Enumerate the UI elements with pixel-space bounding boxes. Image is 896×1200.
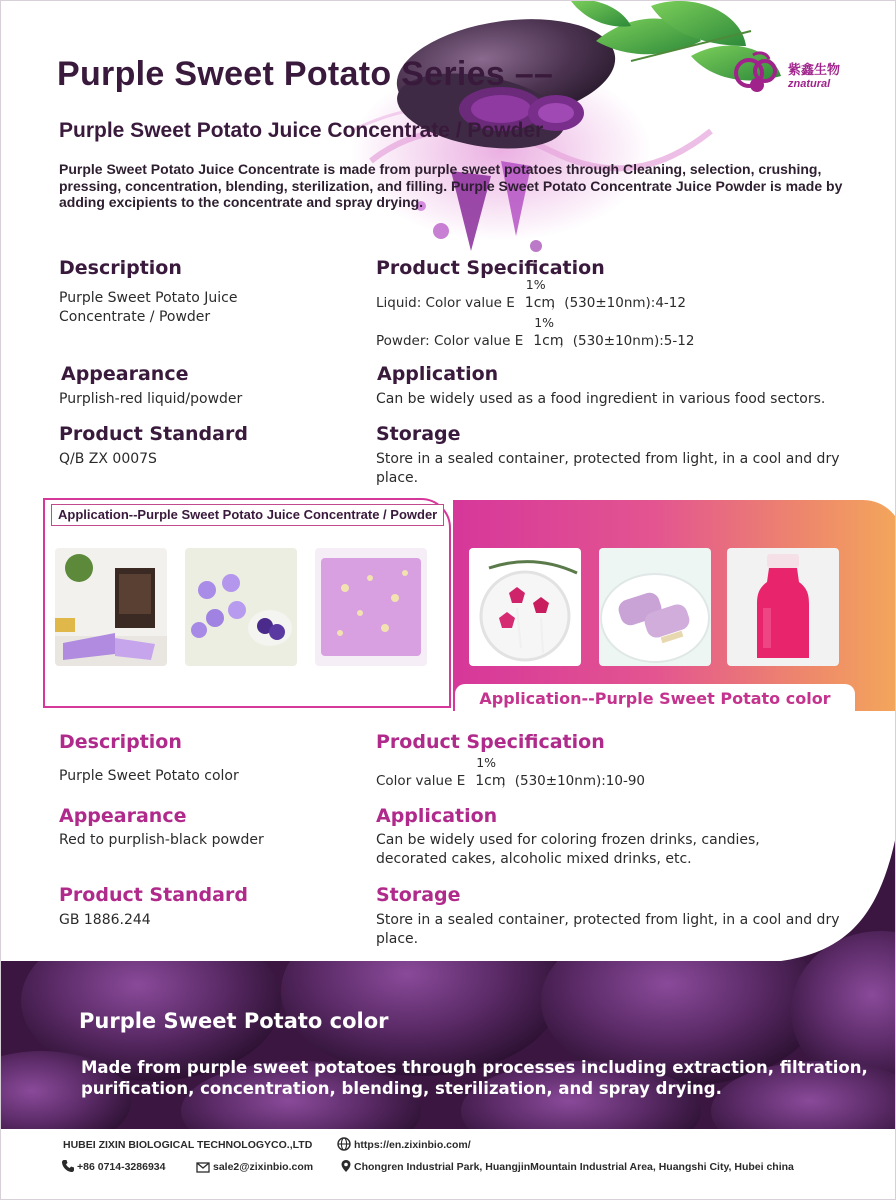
s2-spec-color <box>376 755 646 789</box>
footer-company: HUBEI ZIXIN BIOLOGICAL TECHNOLOGYCO.,LTD <box>63 1139 313 1151</box>
s1-spec-liquid <box>376 277 686 311</box>
s1-appearance-heading: Appearance <box>61 363 189 385</box>
s2-description-heading: Description <box>59 731 182 753</box>
s1-storage-heading: Storage <box>376 423 461 445</box>
s1-spec-powder <box>376 315 695 349</box>
s1-spec-heading: Product Specification <box>376 257 605 279</box>
photo-purple-cake <box>55 548 167 666</box>
s1-spec-liquid-prefix: Liquid: Color value E <box>376 295 515 311</box>
s2-spec-sup: 1% <box>476 755 497 770</box>
color-section-title: Purple Sweet Potato color <box>79 1009 389 1033</box>
application-juice-title: Application--Purple Sweet Potato Juice Concentrate / Powder <box>51 504 444 526</box>
s1-spec-powder-sub: 1cm <box>533 333 564 349</box>
phone-icon <box>61 1159 75 1173</box>
s1-appearance-text: Purplish-red liquid/powder <box>59 391 243 407</box>
s2-storage-text: Store in a sealed container, protected from light, in a cool and dry place. <box>376 912 840 947</box>
application-color-title: Application--Purple Sweet Potato color <box>455 684 855 714</box>
s1-spec-powder-prefix: Powder: Color value E <box>376 333 524 349</box>
s1-description-heading: Description <box>59 257 182 279</box>
photo-lollipops <box>469 548 581 666</box>
s2-standard-text: GB 1886.244 <box>59 912 151 928</box>
s2-spec-heading: Product Specification <box>376 731 605 753</box>
mail-icon <box>196 1160 210 1174</box>
color-section-description: Made from purple sweet potatoes through processes including extraction, filtration, purification, concentration, blending, sterilization, and spray drying. <box>81 1058 868 1098</box>
s2-storage-heading: Storage <box>376 884 461 906</box>
footer-website[interactable]: https://en.zixinbio.com/ <box>354 1139 471 1151</box>
s1-spec-liquid-sub: 1cm <box>524 295 556 311</box>
s2-spec-sub: 1cm <box>475 773 506 789</box>
logo-en-text: znatural <box>788 78 831 90</box>
footer-email[interactable]: sale2@zixinbio.com <box>213 1161 314 1173</box>
s1-description-text: Purple Sweet Potato Juice Concentrate / Powder <box>59 290 238 325</box>
brand-logo <box>733 51 853 97</box>
photo-purple-jelly <box>315 548 427 666</box>
s1-spec-powder-sup: 1% <box>534 315 555 330</box>
logo-cn-text: 紫鑫生物 <box>788 63 841 78</box>
s1-spec-liquid-sup: 1% <box>525 277 546 292</box>
s2-spec-prefix: Color value E <box>376 773 466 789</box>
s1-application-heading: Application <box>377 363 499 385</box>
photo-purple-balls <box>185 548 297 666</box>
logo-mark-icon <box>733 51 783 97</box>
footer-phone[interactable]: +86 0714-3286934 <box>77 1161 166 1173</box>
s2-appearance-heading: Appearance <box>59 805 187 827</box>
s2-appearance-text: Red to purplish-black powder <box>59 832 264 848</box>
page-title: Purple Sweet Potato Series –– <box>57 55 554 93</box>
intro-paragraph: Purple Sweet Potato Juice Concentrate is made from purple sweet potatoes through Cleaning, selection, crushing, pressing, concentration, blending, sterilization, and filling. Purple Sweet Potato Concentrate Juice Powder is made by adding excipients to the concentrate and spray drying. <box>59 161 843 210</box>
photo-pink-drink-bottle <box>727 548 839 666</box>
s1-storage-text: Store in a sealed container, protected from light, in a cool and dry place. <box>376 451 840 486</box>
s2-description-text: Purple Sweet Potato color <box>59 768 239 784</box>
s1-application-text: Can be widely used as a food ingredient in various food sectors. <box>376 391 826 407</box>
s2-spec-suffix: ，(530±10nm):10-90 <box>501 773 646 789</box>
s2-application-heading: Application <box>376 805 498 827</box>
page-subtitle: Purple Sweet Potato Juice Concentrate / Powder <box>59 119 544 142</box>
application-band <box>43 498 863 716</box>
photo-ice-pops <box>599 548 711 666</box>
footer <box>1 1129 896 1200</box>
s2-standard-heading: Product Standard <box>59 884 248 906</box>
s1-standard-text: Q/B ZX 0007S <box>59 451 157 467</box>
location-icon <box>339 1159 353 1173</box>
s1-spec-liquid-suffix: ，(530±10nm):4-12 <box>550 295 686 311</box>
footer-address: Chongren Industrial Park, HuangjinMountain Industrial Area, Huangshi City, Hubei china <box>354 1161 794 1173</box>
s1-spec-powder-suffix: ，(530±10nm):5-12 <box>559 333 695 349</box>
s2-application-text: Can be widely used for coloring frozen drinks, candies, decorated cakes, alcoholic mixed drinks, etc. <box>376 832 760 867</box>
globe-icon <box>337 1137 351 1151</box>
s1-standard-heading: Product Standard <box>59 423 248 445</box>
